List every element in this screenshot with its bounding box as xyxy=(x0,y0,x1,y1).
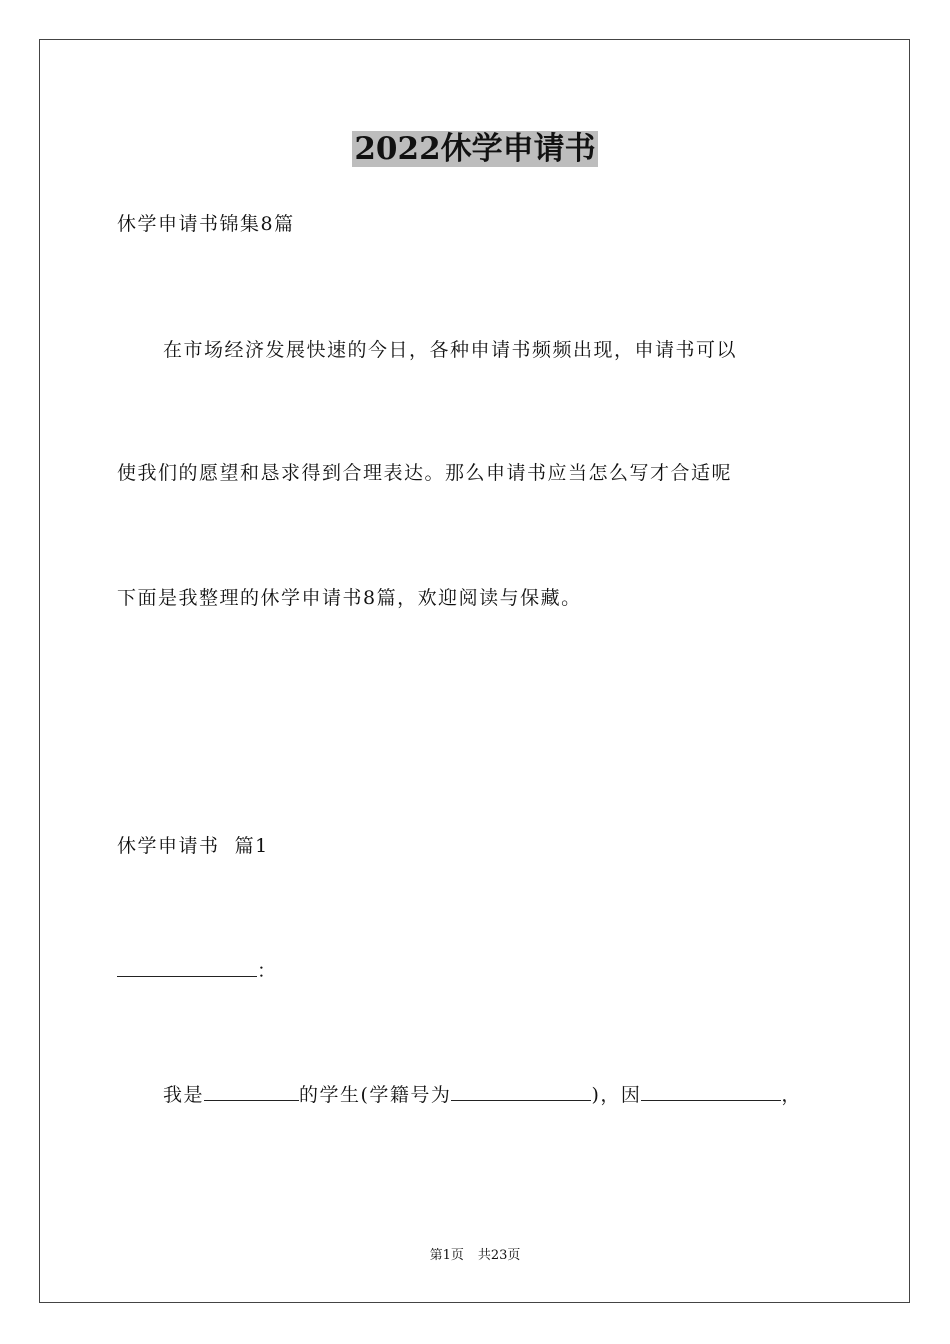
body-text-part2: 的学生(学籍号为 xyxy=(299,1084,452,1106)
section-heading: 休学申请书 篇1 xyxy=(117,835,269,857)
body-text-part1: 我是 xyxy=(163,1084,205,1106)
body-text-part4: ， xyxy=(781,1084,802,1106)
document-title-text: 2022休学申请书 xyxy=(354,131,596,167)
page-number: 第1页 xyxy=(429,1248,464,1263)
document-title xyxy=(0,128,950,170)
intro-line-2: 使我们的愿望和恳求得到合理表达。那么申请书应当怎么写才合适呢 xyxy=(117,462,733,484)
intro-line-1: 在市场经济发展快速的今日，各种申请书频频出现，申请书可以 xyxy=(163,339,738,361)
intro-line-3: 下面是我整理的休学申请书8篇，欢迎阅读与保藏。 xyxy=(117,587,582,609)
page-footer xyxy=(0,1247,950,1265)
body-line-1 xyxy=(163,1082,802,1108)
student-id-blank xyxy=(451,1082,591,1101)
body-text-part3: )，因 xyxy=(591,1084,642,1106)
salutation-colon: ： xyxy=(257,960,278,982)
page-total: 共23页 xyxy=(477,1248,521,1263)
reason-blank xyxy=(641,1082,781,1101)
school-blank xyxy=(204,1082,299,1101)
salutation-line xyxy=(117,958,278,984)
salutation-blank xyxy=(117,958,257,977)
document-subtitle: 休学申请书锦集8篇 xyxy=(117,213,295,235)
